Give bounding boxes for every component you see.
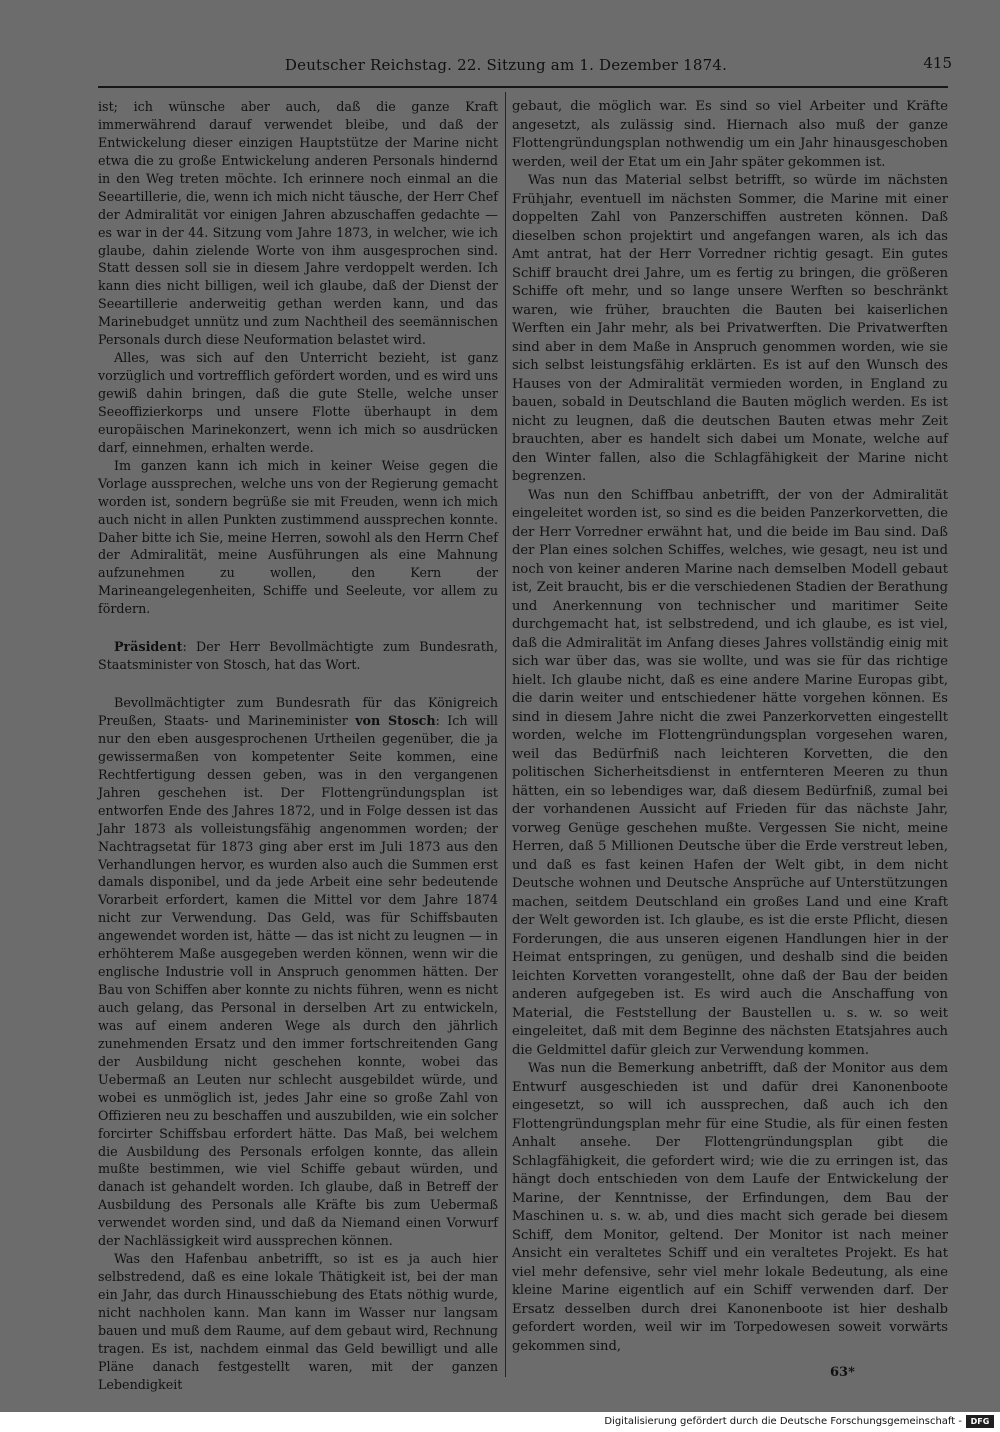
president-text: : Der Herr Bevollmächtigte zum Bundesrath, Staatsminister von Stosch, hat das Wort. (98, 639, 498, 673)
right-column (512, 98, 948, 1383)
sheet-mark: 63* (830, 1365, 855, 1380)
speech-paragraph (98, 694, 498, 1250)
speech-text: : Ich will nur den eben ausgesprochenen Urtheilen gegenüber, die ja gewissermaßen von kompetenter Seite kommen, eine Rechtfertigung dessen geben, was in den vergangenen Jahren geschehen ist. Der Flottengründungsplan ist entworfen Ende des Jahres 1872, und in Folge dessen ist das Jahr 1873 als volleistungsfähig angenommen worden; der Nachtragsetat für 1873 ging aber erst im Juli 1873 aus den Verhandlungen hervor, es wurden also auch die Summen erst damals disponibel, und da jede Arbeit eine sehr bedeutende Vorarbeit erfordert, kamen die Mittel vor dem Jahre 1874 nicht zur Verwendung. Das Geld, was für Schiffsbauten angewendet worden ist, hätte — das ist nicht zu leugnen — in erhöhterem Maße ausgegeben werden können, wenn wir die englische Industrie voll in Anspruch genommen hätten. Der Bau von Schiffen aber konnte zu nichts führen, wenn es nicht auch gelang, das Personal in derselben Art zu entwickeln, was auf einem anderen Wege als durch den jährlich zunehmenden Ersatz und den immer fortschreitenden Gang der Ausbildung nicht geschehen konnte, wobei das Uebermaß an Leuten nur schlecht ausgebildet würde, und wobei es unmöglich ist, jedes Jahr eine so große Zahl von Offizieren neu zu beschaffen und auszubilden, wie ein solcher forcirter Schiffsbau erfordert hätte. Das Maß, bei welchem die Ausbildung des Personals erfolgen konnte, das allein mußte bestimmen, wie viel Schiffe gebaut würden, und danach ist gehandelt worden. Ich glaube, daß in Betreff der Ausbildung des Personals alle Kräfte bis zum Uebermaß verwendet worden sind, und daß da Niemand einen Vorwurf der Nachlässigkeit wird aussprechen können. (98, 713, 498, 1249)
header-rule (98, 86, 948, 88)
page-header (60, 48, 952, 82)
president-paragraph (98, 638, 498, 674)
column-divider (505, 92, 506, 1377)
paragraph: ist; ich wünsche aber auch, daß die ganze Kraft immerwährend darauf verwendet bleibe, und daß der Entwickelung dieser einzigen Hauptstütze der Marine nicht etwa die zu große Entwickelung anderen Personals hindernd in den Weg treten möchte. Ich erinnere noch einmal an die Seeartillerie, die, wenn ich mich nicht täusche, der Herr Chef der Admiralität vor einigen Jahren abzuschaffen gedachte — es war in der 44. Sitzung vom Jahre 1873, in welcher, wie ich glaube, dahin zielende Worte von ihm ausgesprochen sind. Statt dessen soll sie in diesem Jahre verdoppelt werden. Ich kann dies nicht billigen, weil ich glaube, daß der Dienst der Seeartillerie anderweitig gethan werden kann, und das Marinebudget unnütz und zum Nachtheil des seemännischen Personals durch diese Neuformation belastet wird. (98, 99, 498, 348)
paragraph: Alles, was sich auf den Unterricht bezieht, ist ganz vorzüglich und vortrefflich gefördert worden, und es wird uns gewiß dahin bringen, daß die gute Stelle, welche unser Seeoffizierkorps und unsere Flotte überhaupt in dem europäischen Marinekonzert, wenn ich mich so ausdrücken darf, einnehmen, erhalten werde. (98, 350, 498, 455)
running-head: Deutscher Reichstag. 22. Sitzung am 1. Dezember 1874. (284, 56, 728, 74)
footer-bar (0, 1412, 1000, 1432)
paragraph: Im ganzen kann ich mich in keiner Weise gegen die Vorlage aussprechen, welche uns von der Regierung gemacht worden ist, sondern begrüße sie mit Freuden, wenn ich mich auch nicht in allen Punkten zustimmend aussprechen konnte. Daher bitte ich Sie, meine Herren, sowohl als den Herrn Chef der Admiralität, meine Ausführungen als eine Mahnung aufzunehmen zu wollen, den Kern der Marineangelegenheiten, Schiffe und Seeleute, vor allem zu fördern. (98, 457, 498, 617)
president-label: Präsident (114, 639, 183, 655)
speaker-intro: Bevollmächtigter zum Bundesrath für das Königreich Preußen, Staats- und Marineminister (98, 695, 498, 728)
paragraph: Was den Hafenbau anbetrifft, so ist es ja auch hier selbstredend, daß es eine lokale Thätigkeit ist, bei der man ein Jahr, das durch Hinausschiebung des Etats nöthig wurde, nicht nachholen kann. Man kann im Wasser nur langsam bauen und muß dem Raume, auf dem gebaut wird, Rechnung tragen. Es ist, nachdem einmal das Geld bewilligt und alle Pläne danach festgestellt waren, mit der ganzen Lebendigkeit (98, 1251, 498, 1392)
paragraph: gebaut, die möglich war. Es sind so viel Arbeiter und Kräfte angesetzt, als zulässig sind. Hiernach also muß der ganze Flottengründungsplan nothwendig um ein Jahr hinausgeschoben werden, weil der Etat um ein Jahr später gekommen ist. (512, 99, 948, 170)
left-column (98, 98, 498, 1394)
paragraph: Was nun die Bemerkung anbetrifft, daß der Monitor aus dem Entwurf ausgeschieden ist und dafür drei Kanonenboote eingesetzt, so will ich aussprechen, daß auch ich den Flottengründungsplan mehr für eine Studie, als für einen festen Anhalt ansehe. Der Flottengründungsplan gibt die Schlagfähigkeit, die gefordert wird; wie die zu erringen ist, das hängt doch entschieden von dem Laufe der Entwickelung der Marine, der Kenntnisse, der Erfindungen, dem Bau der Maschinen u. s. w. ab, und dies macht sich gerade bei diesem Schiff, dem Monitor, geltend. Der Monitor ist nach meiner Ansicht ein veraltetes Schiff und ein veraltetes Projekt. Es hat viel mehr defensive, sehr viel mehr lokale Bedeutung, als eine kleine Marine eigentlich auf ein Schiff verwenden darf. Der Ersatz desselben durch drei Kanonenboote ist hier deshalb gefordert worden, weil wir im Torpedowesen soweit vorwärts gekommen sind, (512, 1061, 948, 1354)
paragraph: Was nun das Material selbst betrifft, so würde im nächsten Frühjahr, eventuell im nächsten Sommer, die Marine mit einer doppelten Zahl von Panzerschiffen austreten können. Daß dieselben schon projektirt und angefangen waren, als ich das Amt antrat, hat der Herr Vorredner richtig gesagt. Ein gutes Schiff braucht drei Jahre, um es fertig zu bringen, die größeren Schiffe oft mehr, und so lange unsere Werften so beschränkt waren, wie früher, brauchten die Bauten bei kaiserlichen Werften ein Jahr mehr, als bei Privatwerften. Die Privatwerften sind aber in dem Maße in Anspruch genommen worden, wie sie sich selbst leistungsfähig erklärten. Es ist auf den Wunsch des Hauses von der Admiralität vermieden worden, in England zu bauen, sobald in Deutschland die Bauten möglich werden. Es ist nicht zu leugnen, daß die deutschen Bauten etwas mehr Zeit brauchten, aber es handelt sich dabei um Monate, welche auf den Winter fallen, also die Schlagfähigkeit der Marine nicht begrenzen. (512, 173, 948, 484)
dfg-logo: DFG (966, 1415, 994, 1428)
paragraph: Was nun den Schiffbau anbetrifft, der von der Admiralität eingeleitet worden ist, so sind es die beiden Panzerkorvetten, die der Herr Vorredner erwähnt hat, und die beide im Bau sind. Daß der Plan eines solchen Schiffes, welches, wie gesagt, neu ist und noch von keiner anderen Marine nach demselben Modell gebaut ist, Zeit braucht, bis er die verschiedenen Stadien der Berathung und Anerkennung von technischer und maritimer Seite durchgemacht hat, ist selbstredend, und ich glaube, es ist viel, daß die Admiralität im Anfang dieses Jahres vollständig einig mit sich war über das, was sie wollte, und was sie für das richtige hielt. Ich glaube nicht, daß es eine andere Marine Europas gibt, die darin weiter und entschiedener hätte vorgehen können. Es sind in diesem Jahre nicht die zwei Panzerkorvetten eingestellt worden, welche im Flottengründungsplan vorgesehen waren, weil das Bedürfniß nach leichteren Korvetten, die den politischen Sicherheitsdienst in entfernteren Meeren zu thun hätten, ein so lebendiges war, daß diesem Bedürfniß, zumal bei der vorhandenen Aussicht auf Frieden für das nächste Jahr, vorweg Genüge geschehen mußte. Vergessen Sie nicht, meine Herren, daß 5 Millionen Deutsche über die Erde verstreut leben, und daß es fast keinen Hafen der Welt gibt, in dem nicht Deutsche wohnen und Deutsche Ansprüche auf Unterstützungen machen, seitdem Deutschland ein großes Land und eine Kraft der Welt geworden ist. Ich glaube, es ist die erste Pflicht, diesen Forderungen, die aus unseren eigenen Handlungen hier in der Heimat entspringen, zu genügen, und deshalb sind die beiden leichten Korvetten vorangestellt, ohne daß der Bau der beiden anderen aufgegeben ist. Es wird auch die Anschaffung von Material, die Feststellung der Baustellen u. s. w. so weit eingeleitet, daß mit dem Beginne des nächsten Etatsjahres auch die Geldmittel dafür gleich zur Verwendung kommen. (512, 487, 948, 1058)
credit-text: Digitalisierung gefördert durch die Deutsche Forschungsgemeinschaft - (604, 1416, 962, 1427)
speaker-name: von Stosch (355, 713, 436, 728)
page-number: 415 (923, 54, 952, 72)
